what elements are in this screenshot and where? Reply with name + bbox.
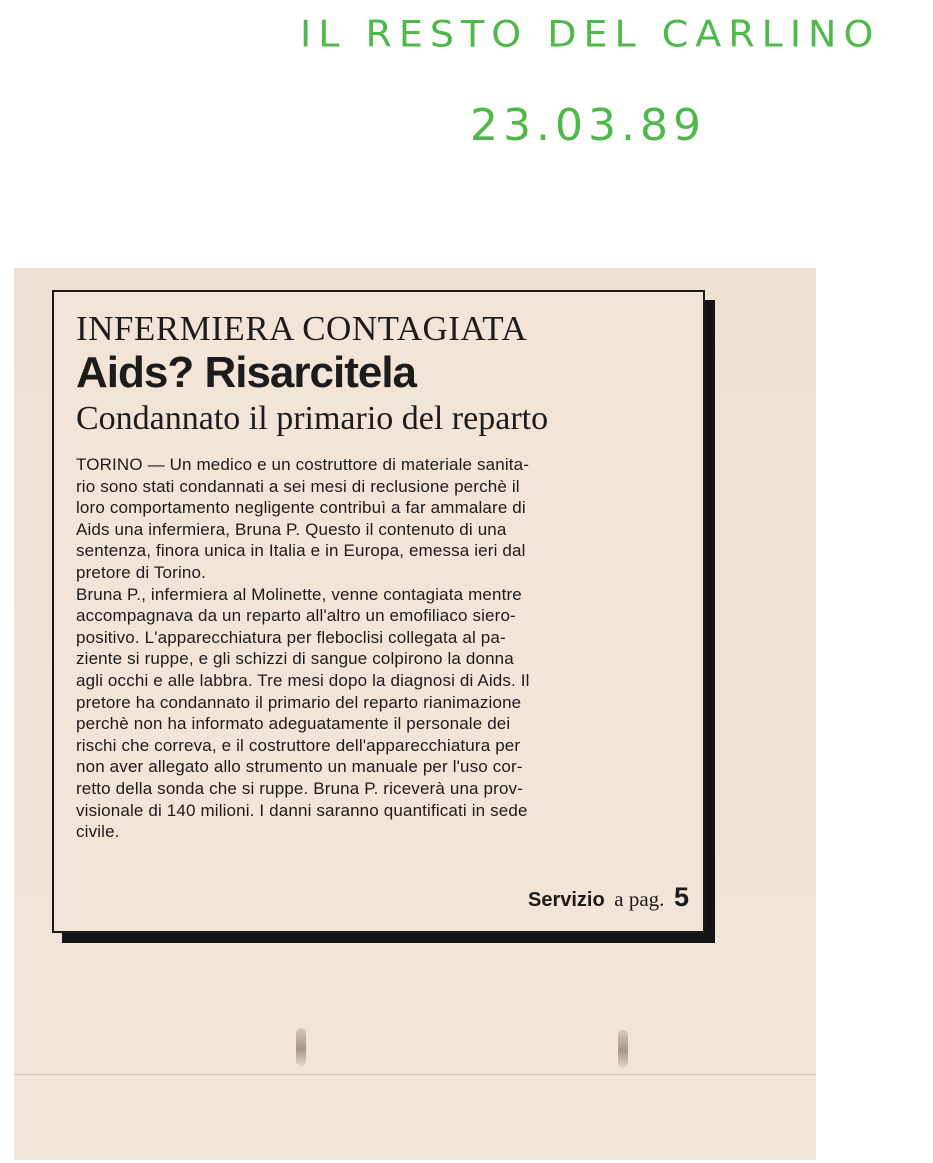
body-line: perchè non ha informato adeguatamente il personale dei [76, 714, 511, 734]
body-line: Bruna P., infermiera al Molinette, venne contagiata mentre [76, 584, 522, 604]
handwritten-source-note: IL RESTO DEL CARLINO [300, 13, 881, 55]
body-line: rio sono stati condannati a sei mesi di reclusione perchè il [76, 476, 520, 496]
handwritten-date-note: 23.03.89 [470, 100, 706, 151]
body-line: TORINO — Un medico e un costruttore di materiale sanita- [76, 455, 530, 474]
page-reference [528, 882, 689, 913]
body-line: loro comportamento negligente contribuì a far ammalare di [76, 498, 526, 518]
fold-line [14, 1074, 816, 1075]
article-body [76, 454, 683, 843]
body-line: positivo. L'apparecchiatura per fleboclisi collegata al pa- [76, 627, 506, 647]
staple-mark-left [296, 1028, 306, 1066]
reference-connector: a pag. [614, 887, 665, 911]
body-line: pretore ha condannato il primario del reparto rianimazione [76, 692, 522, 712]
staple-mark-right [618, 1030, 628, 1068]
body-line: sentenza, finora unica in Italia e in Europa, emessa ieri dal [76, 541, 526, 561]
body-line: visionale di 140 milioni. I danni saranno quantificati in sede [76, 800, 528, 820]
body-line: pretore di Torino. [76, 562, 206, 582]
body-line: Aids una infermiera, Bruna P. Questo il contenuto di una [76, 519, 507, 539]
body-line: civile. [76, 822, 120, 842]
article-box [52, 290, 705, 933]
body-line: non aver allegato allo strumento un manuale per l'uso cor- [76, 757, 523, 777]
reference-word: Servizio [527, 889, 605, 911]
body-line: retto della sonda che si ruppe. Bruna P. riceverà una prov- [76, 778, 524, 798]
article-kicker: INFERMIERA CONTAGIATA [76, 309, 528, 348]
article-headline: Aids? Risarcitela [76, 348, 417, 397]
article-subhead: Condannato il primario del reparto [76, 400, 549, 437]
reference-page-number: 5 [673, 882, 689, 912]
body-line: accompagnava da un reparto all'altro un emofiliaco siero- [76, 606, 516, 626]
body-line: agli occhi e alle labbra. Tre mesi dopo la diagnosi di Aids. Il [76, 670, 530, 690]
body-line: rischi che correva, e il costruttore dell'apparecchiatura per [76, 735, 521, 755]
body-line: ziente si ruppe, e gli schizzi di sangue colpirono la donna [76, 649, 514, 669]
